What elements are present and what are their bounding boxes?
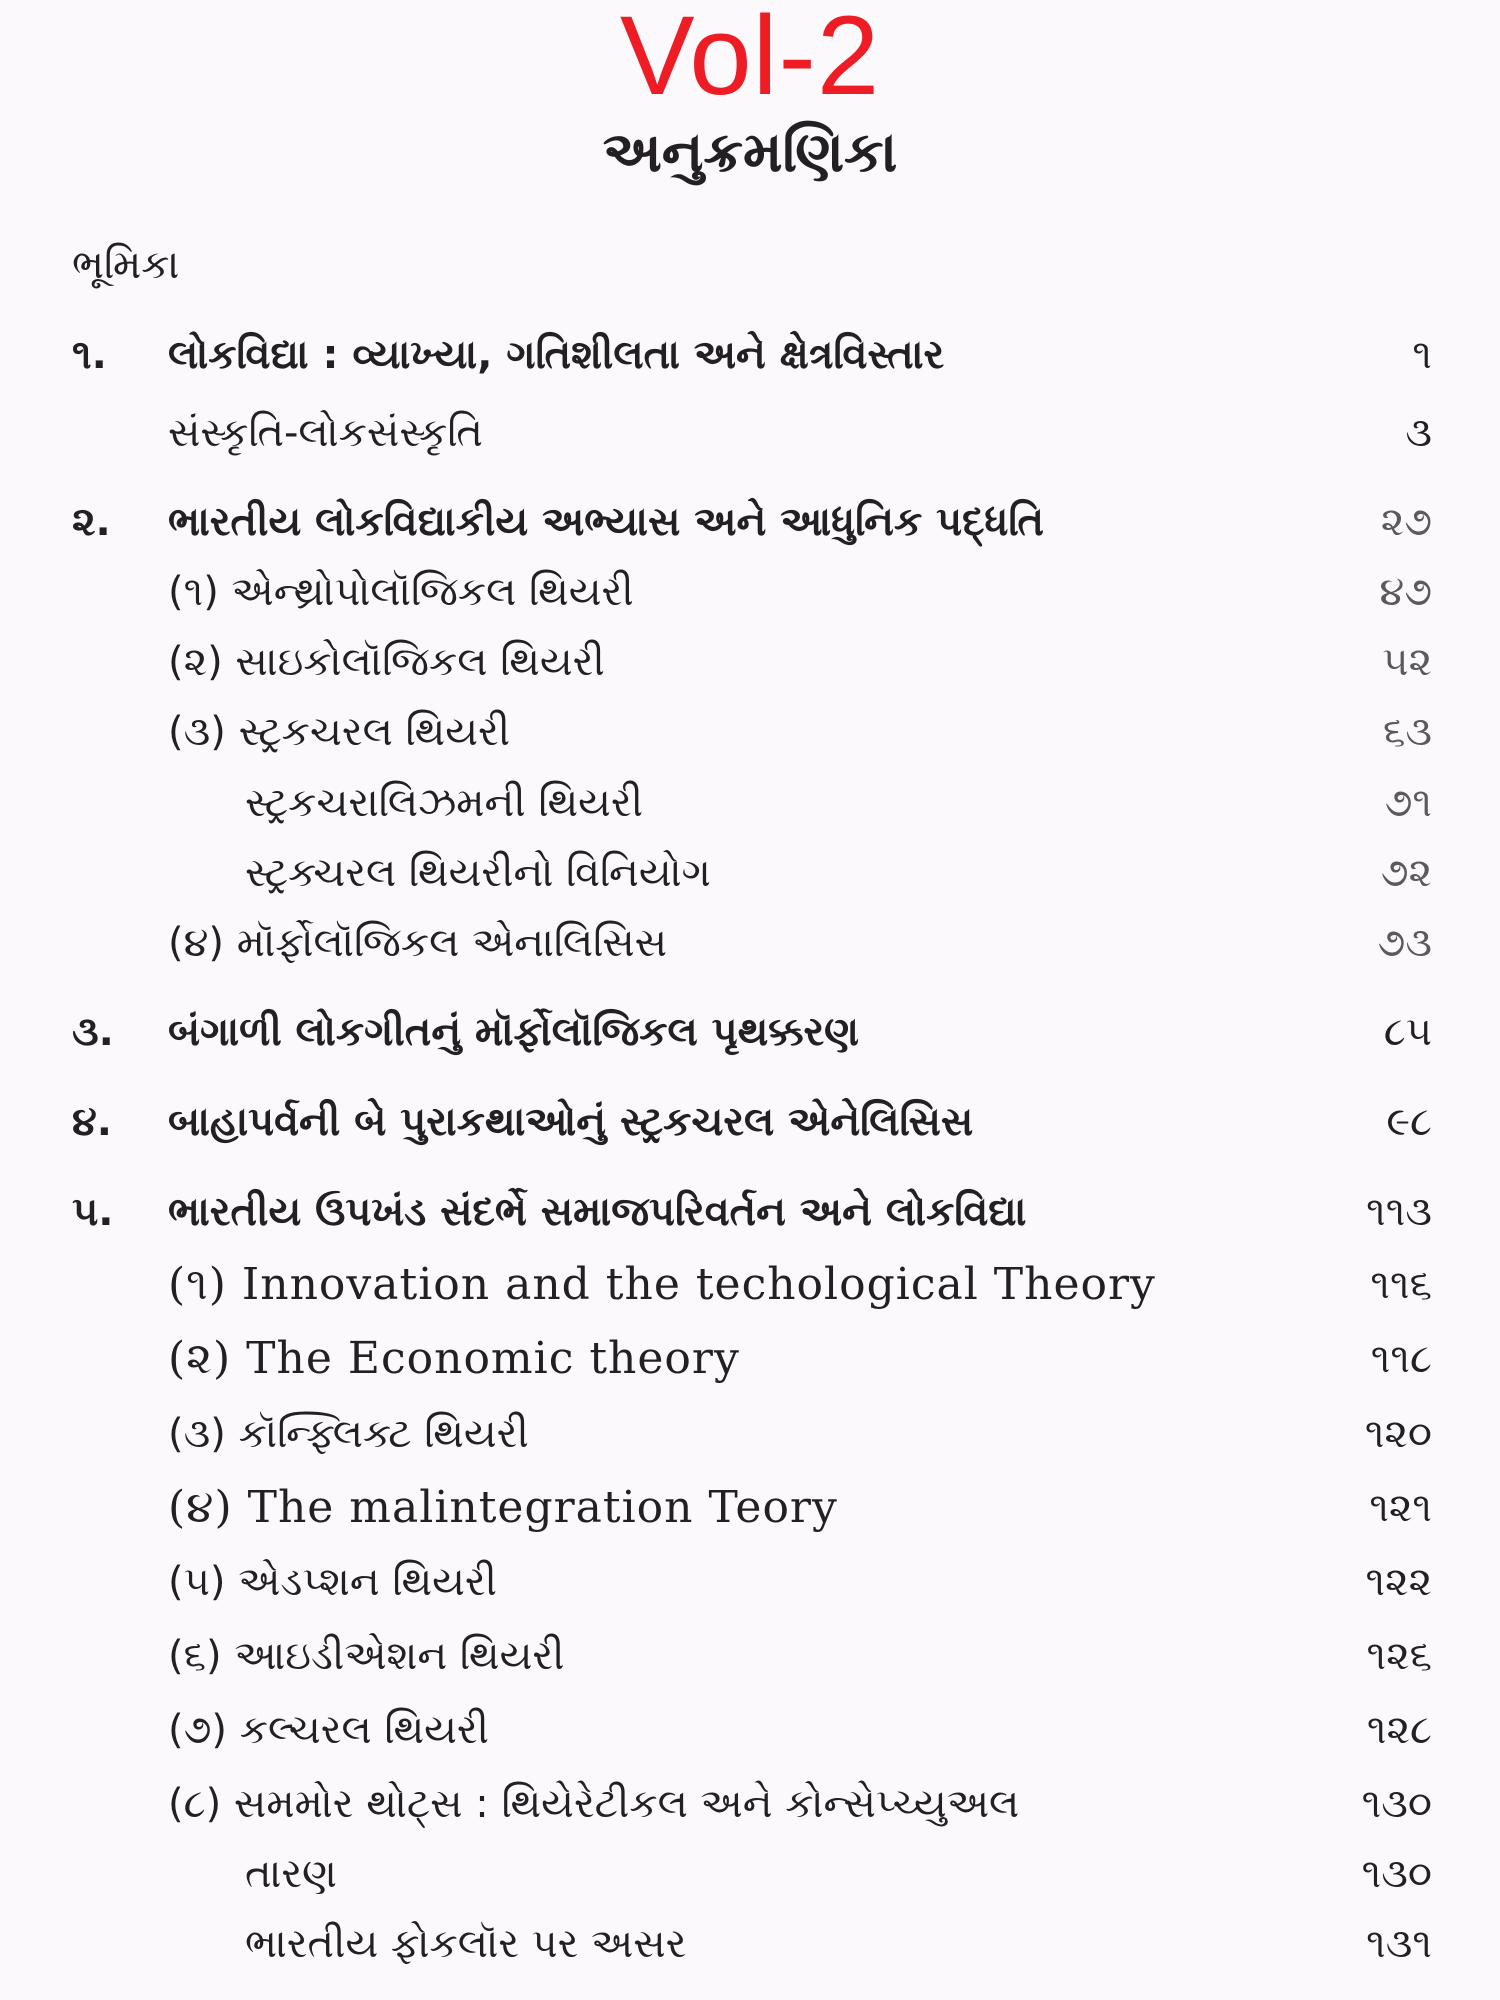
toc-chapter-2 xyxy=(0,487,1500,557)
toc-page-number: ૧૨૮ xyxy=(1366,1707,1432,1753)
toc-page-number: ૧૩૦ xyxy=(1361,1851,1432,1897)
toc-subentry xyxy=(0,697,1500,767)
toc-subentry xyxy=(0,1473,1500,1543)
toc-entry-title: (૭) કલ્ચરલ થિયરી xyxy=(168,1707,490,1753)
toc-chapter-1 xyxy=(0,320,1500,390)
toc-page-number: ૮૫ xyxy=(1383,1009,1432,1055)
toc-entry-title: (૩) કૉન્ફ્લિક્ટ થિયરી xyxy=(168,1411,529,1457)
toc-entry-preface xyxy=(0,230,1500,300)
toc-chapter-number: ૫. xyxy=(72,1189,114,1235)
toc-chapter-3 xyxy=(0,997,1500,1067)
toc-entry-title: (૪) મૉર્ફોલૉજિકલ એનાલિસિસ xyxy=(168,920,668,966)
toc-subentry xyxy=(0,1621,1500,1691)
volume-label: Vol-2 xyxy=(619,0,881,118)
page-header xyxy=(0,0,1500,188)
toc-page-number: ૯૮ xyxy=(1386,1099,1432,1145)
toc-chapter-number: ૩. xyxy=(72,1009,114,1055)
toc-chapter-number: ૪. xyxy=(72,1099,112,1145)
page-title: અનુક્રમણિકા xyxy=(602,120,898,185)
toc-entry-title: (૧) Innovation and the techological Theory xyxy=(168,1259,1156,1310)
toc-subentry xyxy=(0,557,1500,627)
toc-subentry xyxy=(0,1250,1500,1320)
toc-page-number: ૭૩ xyxy=(1377,920,1432,966)
toc-page-number: ૧૨૬ xyxy=(1366,1633,1432,1679)
toc-subentry xyxy=(0,1324,1500,1394)
toc-page-number: ૧ xyxy=(1412,332,1432,378)
toc-page-number: ૧૩૧ xyxy=(1366,1921,1432,1967)
toc-entry-title: (૨) The Economic theory xyxy=(168,1333,740,1384)
toc-entry-title: (૬) આઇડીએશન થિયરી xyxy=(168,1633,565,1679)
toc-entry-title: બંગાળી લોકગીતનું મૉર્ફોલૉજિકલ પૃથક્કરણ xyxy=(168,1009,860,1055)
toc-page-number: ૧૧૮ xyxy=(1370,1336,1432,1382)
toc-subentry xyxy=(0,1909,1500,1979)
toc-subentry xyxy=(0,1399,1500,1469)
toc-page-number: ૧૨૧ xyxy=(1369,1485,1432,1531)
toc-entry-title: ભૂમિકા xyxy=(72,242,180,288)
toc-page-number: ૧૨૨ xyxy=(1365,1559,1432,1605)
toc-subentry xyxy=(0,838,1500,908)
toc-subentry xyxy=(0,1769,1500,1839)
toc-subentry xyxy=(0,398,1500,468)
toc-subentry xyxy=(0,1695,1500,1765)
toc-chapter-4 xyxy=(0,1087,1500,1157)
toc-entry-title: સ્ટ્રક્ચરલ થિયરીનો વિનિયોગ xyxy=(245,850,711,896)
toc-entry-title: ભારતીય ફોકલૉર પર અસર xyxy=(245,1921,687,1967)
toc-entry-title: (૧) એન્થ્રોપોલૉજિકલ થિયરી xyxy=(168,569,634,615)
toc-page-number: ૫૨ xyxy=(1382,639,1432,685)
toc-entry-title: સંસ્કૃતિ-લોકસંસ્કૃતિ xyxy=(168,410,483,456)
toc-page-number: ૨૭ xyxy=(1380,499,1432,545)
toc-entry-title: સ્ટ્રકચરાલિઝમની થિયરી xyxy=(245,780,644,826)
toc-page-number: ૧૩૦ xyxy=(1361,1781,1432,1827)
toc-page-number: ૭૧ xyxy=(1384,780,1432,826)
toc-entry-title: (૪) The malintegration Teory xyxy=(168,1482,838,1533)
toc-subentry xyxy=(0,1547,1500,1617)
toc-entry-title: બાહાપર્વની બે પુરાકથાઓનું સ્ટ્રકચરલ એનેલિસિસ xyxy=(168,1099,974,1145)
toc-subentry xyxy=(0,1839,1500,1909)
toc-entry-title: ભારતીય લોકવિદ્યાકીય અભ્યાસ અને આધુનિક પદ્ધતિ xyxy=(168,499,1044,545)
toc-entry-title: (૮) સમમોર થોટ્સ : થિયેરેટીકલ અને કોન્સેપ્ચ્યુઅલ xyxy=(168,1781,1020,1827)
toc-page-number: ૪૭ xyxy=(1379,569,1432,615)
toc-entry-title: (૨) સાઇકોલૉજિકલ થિયરી xyxy=(168,639,605,685)
toc-page-number: ૭૨ xyxy=(1380,850,1432,896)
toc-entry-title: ભારતીય ઉપખંડ સંદર્ભે સમાજપરિવર્તન અને લોકવિદ્યા xyxy=(168,1189,1027,1235)
toc-page-number: ૧૧૬ xyxy=(1370,1262,1432,1308)
toc-subentry xyxy=(0,908,1500,978)
toc-chapter-number: ૧. xyxy=(72,332,107,378)
toc-subentry xyxy=(0,768,1500,838)
toc-page-number: ૧૧૩ xyxy=(1366,1189,1432,1235)
toc-chapter-5 xyxy=(0,1177,1500,1247)
toc-entry-title: લોકવિદ્યા : વ્યાખ્યા, ગતિશીલતા અને ક્ષેત્રવિસ્તાર xyxy=(168,332,945,378)
toc-page-number: ૧૨૦ xyxy=(1364,1411,1432,1457)
toc-entry-title: (૫) એડપ્શન થિયરી xyxy=(168,1559,498,1605)
toc-subentry xyxy=(0,627,1500,697)
toc-entry-title: તારણ xyxy=(245,1851,337,1897)
toc-chapter-number: ૨. xyxy=(72,499,111,545)
toc-page-number: ૩ xyxy=(1405,410,1432,456)
toc-page-number: ૬૩ xyxy=(1382,709,1432,755)
toc-entry-title: (૩) સ્ટ્રકચરલ થિયરી xyxy=(168,709,511,755)
